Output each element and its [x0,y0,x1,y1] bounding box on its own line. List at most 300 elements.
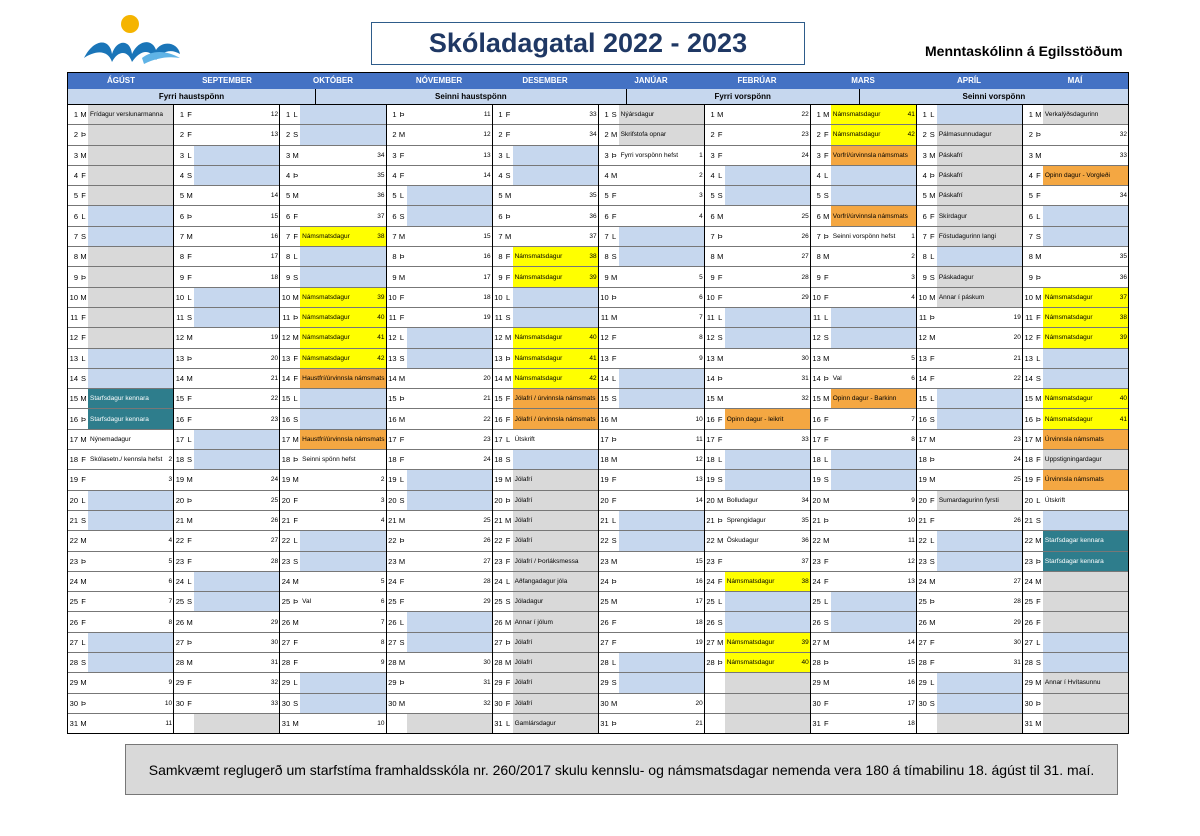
day-cell [705,206,810,226]
event-label: Námsmatsdagur [1044,314,1093,322]
day-cell [68,146,173,166]
teaching-day-count: 19 [695,638,703,646]
day-cell [280,673,385,693]
day-number: 26 [175,617,185,627]
day-event [725,389,810,408]
weekday-letter: L [81,211,86,221]
day-cell [917,491,1022,511]
day-event [513,105,598,124]
day-cell [917,653,1022,673]
teaching-day-count: 19 [1013,314,1021,322]
teaching-day-count: 5 [168,557,173,565]
day-number: 31 [1024,719,1033,729]
day-event [619,227,704,246]
day-cell [174,206,279,226]
day-number: 10 [812,292,821,302]
school-logo [82,14,182,66]
day-number: 28 [175,658,185,668]
day-cell [705,612,810,632]
day-event [725,247,810,266]
term-header: Fyrri vorspönn [627,89,860,104]
weekday-letter: L [718,455,723,465]
day-number: 15 [281,394,291,404]
day-cell [917,450,1022,470]
day-number: 27 [600,637,609,647]
month-header: OKTÓBER [313,76,353,85]
day-event [407,633,492,652]
day-event [194,653,279,672]
weekday-letter: S [80,231,86,241]
day-cell [705,267,810,287]
weekday-letter: F [611,211,617,221]
weekday-letter: S [823,475,829,485]
day-number: 11 [1025,313,1033,323]
teaching-day-count: 6 [168,577,173,585]
month-header: NÓVEMBER [415,76,463,85]
teaching-day-count: 18 [695,618,703,626]
day-number: 12 [281,333,291,343]
day-cell [599,349,704,369]
day-event [194,430,279,449]
weekday-letter: F [505,414,511,424]
day-cell [174,105,279,125]
weekday-letter: M [929,150,936,160]
day-event [407,409,492,428]
day-cell [599,105,704,125]
weekday-letter: S [505,171,511,181]
day-number: 24 [69,576,78,586]
weekday-letter: M [80,719,87,729]
teaching-day-count: 21 [270,375,279,382]
day-number: 16 [1024,414,1033,424]
day-cell [387,511,492,531]
day-cell [387,633,492,653]
teaching-day-count: 30 [1013,638,1021,646]
day-cell [599,369,704,389]
day-event [937,673,1022,692]
day-event [407,125,492,144]
day-event [513,653,598,672]
day-number: 25 [388,597,397,607]
day-number: 17 [494,434,503,444]
day-number: 2 [710,130,715,140]
day-cell [68,430,173,450]
day-number: 5 [816,191,821,201]
day-cell [917,227,1022,247]
weekday-letter: F [187,414,192,424]
day-event [831,308,916,327]
event-label: Bolludagur [726,496,758,504]
day-cell [811,247,916,267]
day-cell [917,328,1022,348]
page-title: Skóladagatal 2022 - 2023 [428,28,748,58]
day-event [1043,592,1128,611]
day-event [831,511,916,530]
month-column [917,105,1023,733]
day-cell [493,450,598,470]
day-number: 25 [494,597,503,607]
day-cell [599,125,704,145]
day-number: 1 [392,110,397,120]
day-event [1043,186,1128,205]
event-label: Jólafrí [514,699,533,707]
day-event [831,389,916,408]
month-column [68,105,174,733]
month-header: APRÍL [957,76,981,85]
event-label: Sumardagurinn fyrsti [938,496,999,504]
day-cell [493,349,598,369]
day-event [407,511,492,530]
day-cell [68,694,173,714]
weekday-letter: L [718,313,723,323]
day-cell [68,653,173,673]
day-number: 16 [388,414,397,424]
day-event [194,105,279,124]
weekday-letter: F [293,516,298,526]
day-cell [493,227,598,247]
day-event [88,491,173,510]
teaching-day-count: 40 [801,659,809,667]
day-number: 8 [710,252,715,262]
day-cell [387,267,492,287]
teaching-day-count: 17 [695,598,703,606]
day-cell [917,288,1022,308]
teaching-day-count: 4 [168,537,173,545]
event-label: Úrvinnsla námsmats [1044,435,1104,443]
day-event [1043,531,1128,550]
teaching-day-count: 41 [589,354,597,362]
teaching-day-count: 6 [380,598,385,606]
day-event [1043,267,1128,286]
weekday-letter: M [292,333,299,343]
day-cell [811,531,916,551]
day-number: 6 [285,211,291,221]
day-event [194,166,279,185]
weekday-letter: M [717,110,724,120]
teaching-day-count: 10 [695,415,703,423]
day-cell [174,430,279,450]
day-event [831,633,916,652]
weekday-letter: M [717,353,724,363]
day-number: 21 [494,516,503,526]
term-header-row [68,89,1128,105]
teaching-day-count: 32 [270,679,279,687]
weekday-letter: F [1036,475,1041,485]
day-cell [68,349,173,369]
weekday-letter: M [929,475,936,485]
weekday-letter: F [823,434,829,444]
month-header: MAÍ [1067,76,1083,85]
day-cell [705,633,810,653]
day-cell [1023,592,1128,612]
day-cell [1023,409,1128,429]
weekday-letter: S [293,698,299,708]
day-event [194,552,279,571]
day-cell [1023,491,1128,511]
weekday-letter: Þ [717,231,723,241]
weekday-letter: S [929,414,935,424]
weekday-letter: S [399,637,405,647]
teaching-day-count: 11 [695,435,703,443]
day-event [937,227,1022,246]
teaching-day-count: 20 [270,354,279,362]
day-number: 23 [1024,556,1033,566]
day-number: 20 [281,495,291,505]
day-event [937,430,1022,449]
day-number: 30 [494,698,503,708]
day-event [194,328,279,347]
day-cell [174,349,279,369]
day-number: 2 [498,130,503,140]
day-cell [387,105,492,125]
weekday-letter: Þ [823,231,829,241]
day-number: 6 [1028,211,1033,221]
day-event [937,166,1022,185]
day-event [937,592,1022,611]
day-event [300,328,385,347]
day-cell [174,572,279,592]
day-number: 3 [73,150,78,160]
event-label: Námsmatsdagur [302,314,350,322]
day-cell [387,491,492,511]
teaching-day-count: 22 [483,415,491,423]
day-event [1043,389,1128,408]
day-event [194,389,279,408]
day-event [937,369,1022,388]
day-cell [599,592,704,612]
day-cell [387,166,492,186]
day-event [300,186,385,205]
teaching-day-count: 24 [801,151,809,159]
event-label: Páskafrí [938,192,963,200]
day-event [407,186,492,205]
day-event [194,369,279,388]
day-cell [387,673,492,693]
event-label: Skólasetn./ kennsla hefst [90,456,163,464]
day-number: 24 [281,576,291,586]
day-number: 20 [1024,495,1033,505]
day-number: 19 [69,475,78,485]
day-cell [811,227,916,247]
weekday-letter: M [611,455,618,465]
day-cell [599,227,704,247]
day-number: 17 [69,434,78,444]
day-cell [917,369,1022,389]
day-cell [1023,227,1128,247]
day-event [300,369,385,388]
day-number: 16 [918,414,927,424]
day-number: 17 [812,434,821,444]
weekday-letter: M [186,191,193,201]
weekday-letter: M [1035,110,1042,120]
weekday-letter: M [823,495,830,505]
weekday-letter: M [717,536,724,546]
day-number: 16 [69,414,78,424]
weekday-letter: L [612,231,617,241]
day-cell [1023,552,1128,572]
teaching-day-count: 29 [801,293,809,301]
day-cell [917,470,1022,490]
day-event [831,206,916,225]
day-number: 18 [69,455,78,465]
weekday-letter: F [823,414,829,424]
weekday-letter: F [611,353,617,363]
day-number: 4 [604,171,609,181]
weekday-letter: Þ [505,637,511,647]
day-number: 30 [69,698,78,708]
day-event [619,247,704,266]
day-cell [811,430,916,450]
teaching-day-count: 2 [380,476,385,484]
day-event [831,267,916,286]
day-number: 3 [392,150,397,160]
teaching-day-count: 19 [270,334,279,342]
event-label: Námsmatsdagur [1044,293,1093,301]
day-event [831,328,916,347]
day-cell [811,572,916,592]
day-number: 15 [918,394,927,404]
day-event [513,267,598,286]
weekday-letter: M [504,516,512,526]
day-event [88,166,173,185]
event-label: Verkalýðsdagurinn [1044,111,1099,119]
weekday-letter: Þ [611,719,617,729]
day-cell [174,146,279,166]
day-event [194,511,279,530]
weekday-letter: S [187,313,193,323]
teaching-day-count: 23 [483,435,491,443]
day-cell [68,531,173,551]
month-header: FEBRÚAR [737,76,777,85]
day-number: 11 [600,313,609,323]
day-event [725,308,810,327]
day-number: 23 [706,556,715,566]
day-cell [1023,694,1128,714]
day-cell [493,288,598,308]
day-cell [280,227,385,247]
day-event [88,511,173,530]
event-label: Haustfrí/úrvinnsla námsmats [302,435,385,443]
teaching-day-count: 30 [483,659,491,667]
teaching-day-count: 37 [1119,293,1127,301]
day-cell [280,470,385,490]
day-cell [493,186,598,206]
day-cell [1023,653,1128,673]
event-label: Starfsdagur kennara [90,415,149,423]
teaching-day-count: 37 [801,557,809,565]
term-header: Seinni haustspönn [316,89,627,104]
weekday-letter: F [187,110,192,120]
weekday-letter: Þ [505,353,511,363]
day-cell [280,166,385,186]
weekday-letter: F [505,678,511,688]
weekday-letter: S [399,353,405,363]
day-cell [811,146,916,166]
weekday-letter: F [81,617,86,627]
day-cell [705,673,810,693]
day-event [407,105,492,124]
day-cell [387,146,492,166]
day-event [88,125,173,144]
day-number: 5 [285,191,291,201]
day-number: 30 [281,698,291,708]
teaching-day-count: 11 [165,720,173,728]
weekday-letter: F [187,678,192,688]
day-event [831,552,916,571]
day-cell [811,592,916,612]
day-cell [705,430,810,450]
day-number: 23 [388,556,397,566]
day-cell [387,328,492,348]
teaching-day-count: 16 [483,253,491,261]
weekday-letter: L [930,536,935,546]
day-cell [917,531,1022,551]
day-event [1043,694,1128,713]
weekday-letter: Þ [505,495,511,505]
teaching-day-count: 29 [270,618,279,626]
weekday-letter: Þ [399,394,405,404]
day-number: 6 [922,211,927,221]
weekday-letter: M [80,678,87,688]
day-number: 23 [69,556,78,566]
day-number: 29 [175,678,185,688]
event-label: Námsmatsdagur [726,577,775,585]
event-label: Námsmatsdagur [514,354,563,362]
day-cell [811,470,916,490]
weekday-letter: S [1035,374,1041,383]
day-number: 2 [179,130,185,140]
weekday-letter: M [611,130,618,140]
weekday-letter: M [929,576,936,586]
teaching-day-count: 30 [270,638,279,646]
day-number: 16 [600,414,609,424]
weekday-letter: F [187,272,192,282]
weekday-letter: L [612,516,617,526]
event-label: Jólafrí / úrvinnsla námsmats [514,395,596,403]
day-event [619,531,704,550]
event-label: Páskadagur [938,273,974,281]
weekday-letter: M [611,313,618,323]
weekday-letter: F [717,150,723,160]
weekday-letter: F [1036,313,1041,323]
day-number: 23 [281,556,291,566]
day-event [88,531,173,550]
day-event [407,491,492,510]
day-event [725,552,810,571]
day-event [194,450,279,469]
day-number: 1 [285,110,291,120]
day-event [725,227,810,246]
day-event [619,430,704,449]
day-event [831,694,916,713]
day-event [88,206,173,225]
weekday-letter: Þ [611,576,617,586]
event-label: Nýársdagur [620,111,655,119]
day-number: 12 [812,333,821,343]
event-label: Vorfrí/úrvinnsla námsmats [832,151,908,159]
day-number: 27 [494,637,503,647]
day-cell [599,612,704,632]
day-event [831,105,916,124]
day-event [937,389,1022,408]
day-event [300,714,385,733]
day-event [88,470,173,489]
day-cell [68,328,173,348]
day-event [937,694,1022,713]
day-event [937,146,1022,165]
day-cell [280,247,385,267]
teaching-day-count: 31 [1013,659,1021,667]
